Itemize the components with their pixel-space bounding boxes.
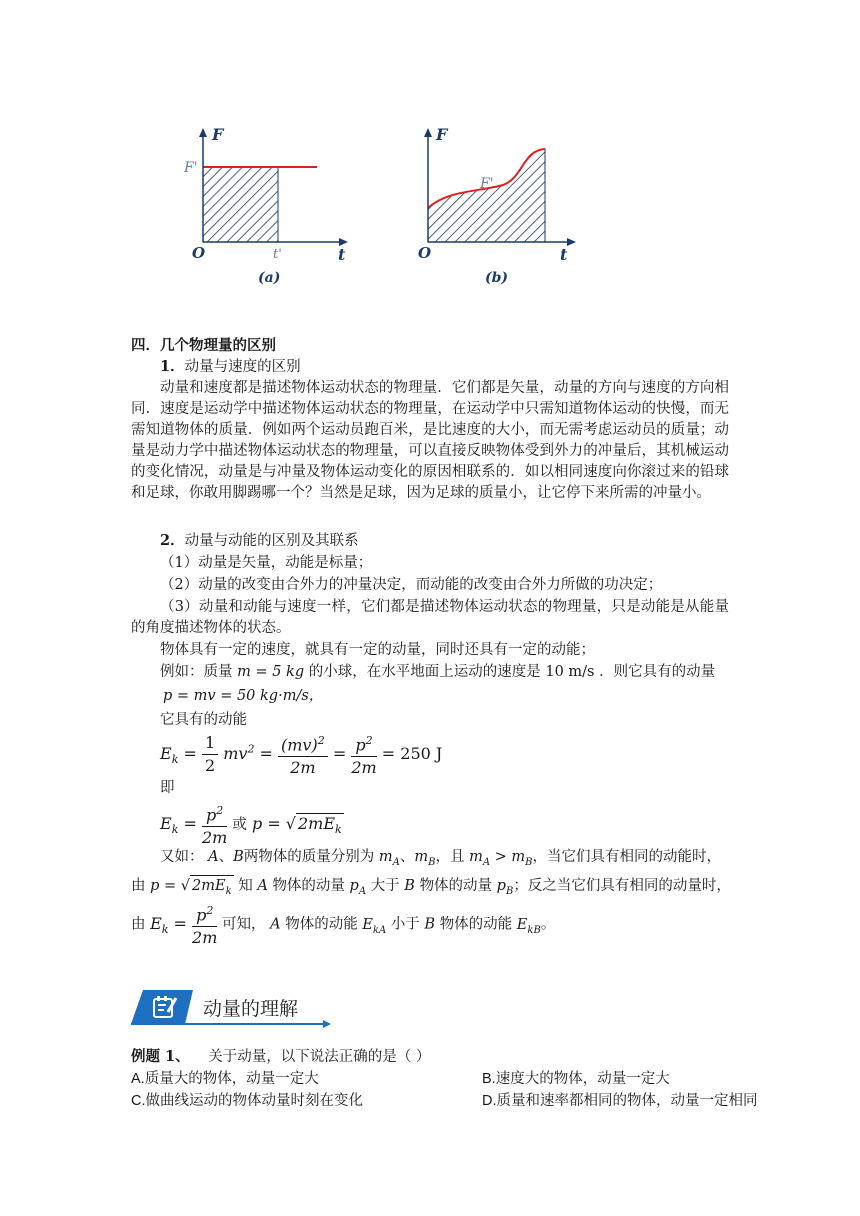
time-label: t' bbox=[273, 247, 282, 262]
item-1: （1）动量是矢量，动能是标量； bbox=[160, 555, 373, 571]
ke-result: = 250 J bbox=[381, 744, 443, 764]
question-text: 关于动量，以下说法正确的是（ ） bbox=[208, 1049, 431, 1065]
example-line bbox=[160, 662, 715, 682]
question-stem bbox=[131, 1047, 430, 1067]
mass-expression: m = 5 kg bbox=[237, 664, 305, 680]
ke-momentum-relation: $E_k$ = $\frac{p^2}{2m}$ 或 p = √ $2mE_k$ bbox=[160, 800, 344, 849]
figure-b bbox=[408, 120, 588, 290]
speed-value: 10 m/s bbox=[545, 664, 595, 680]
sub1-title: 动量与速度的区别 bbox=[184, 359, 301, 375]
momentum-expression: p = mv = 50 kg·m/s， bbox=[163, 688, 324, 704]
sub2-number: 2． bbox=[160, 532, 185, 549]
example-mid: 的小球，在水平地面上运动的速度是 bbox=[308, 664, 541, 680]
impulse-area bbox=[203, 167, 278, 242]
option-c[interactable]: C.做曲线运动的物体动量时刻在变化 bbox=[131, 1093, 363, 1109]
another-line-3: 由 $E_k$ = $\frac{p^2}{2m}$ 可知， A 物体的动能 $E_{kA}$ 小于 B 物体的动能 $E_{kB}$。 bbox=[131, 900, 555, 949]
example-prefix: 例如：质量 bbox=[160, 664, 233, 680]
sub1-heading bbox=[160, 357, 301, 377]
option-a[interactable]: A.质量大的物体，动量一定大 bbox=[131, 1071, 319, 1087]
curve-label: F' bbox=[480, 176, 494, 192]
huo-label: 或 bbox=[232, 817, 247, 834]
item-3: （3）动量和动能与速度一样，它们都是描述物体运动状态的物理量，只是动能是从能量的角度描述物体的状态。 bbox=[131, 599, 729, 636]
figure-a bbox=[180, 120, 360, 290]
sub2-heading bbox=[160, 531, 359, 551]
option-b[interactable]: B.速度大的物体，动量一定大 bbox=[482, 1071, 670, 1087]
topic-banner bbox=[131, 988, 331, 1028]
caption-a: (a) bbox=[258, 270, 281, 286]
option-d[interactable]: D.质量和速率都相同的物体，动量一定相同 bbox=[482, 1093, 758, 1109]
another-line-1: 又如： A、B两物体的质量分别为 $m_A$、$m_B$，且 $m_A > m_B$，当它们具有相同的动能时， bbox=[160, 849, 722, 868]
impulse-area bbox=[428, 149, 545, 242]
edit-note-icon bbox=[151, 994, 179, 1020]
x-axis-label: t bbox=[338, 245, 346, 264]
x-axis-label: t bbox=[560, 245, 568, 264]
section-heading: 四．几个物理量的区别 bbox=[131, 337, 276, 354]
item-2: （2）动量的改变由合外力的冲量决定，而动能的改变由合外力所做的功决定； bbox=[160, 577, 663, 593]
force-level-label: F' bbox=[184, 160, 198, 176]
line-velocity-momentum: 物体具有一定的速度，就具有一定的动量，同时还具有一定的动能； bbox=[160, 642, 595, 658]
origin-label: O bbox=[192, 244, 206, 262]
y-axis-label: F bbox=[212, 125, 224, 144]
caption-b: (b) bbox=[485, 270, 509, 286]
example-suffix: ．则它具有的动量 bbox=[599, 664, 716, 680]
ji-label: 即 bbox=[160, 780, 175, 796]
sub2-title: 动量与动能的区别及其联系 bbox=[184, 533, 359, 549]
origin-label: O bbox=[418, 244, 432, 262]
sub1-number: 1． bbox=[160, 358, 185, 375]
y-axis-label: F bbox=[436, 125, 448, 144]
ke-intro: 它具有的动能 bbox=[160, 712, 247, 728]
banner-title: 动量的理解 bbox=[203, 998, 299, 1020]
question-label: 例题 1、 bbox=[131, 1048, 190, 1065]
another-line-2: 由 p = √ $2mE_k$ 知 A 物体的动量 $p_A$ 大于 B 物体的动量 $p_B$；反之当它们具有相同的动量时， bbox=[131, 875, 731, 902]
paragraph-momentum-velocity: 动量和速度都是描述物体运动状态的物理量．它们都是矢量，动量的方向与速度的方向相同．速度是运动学中描述物体运动状态的物理量，在运动学中只需知道物体运动的快慢，而无需知道物体的质量．例如两个运动员跑百米，是比速度的大小，而无需考虑运动员的质量；动量是动力学中描述物体运动状态的物理量，可以直接反映物体受到外力的冲量后，其机械运动的变化情况，动量是与冲量及物体运动变化的原因相联系的．如以相同速度向你滚过来的铅球和足球，你敢用脚踢哪一个？当然是足球，因为足球的质量小，让它停下来所需的冲量小。 bbox=[131, 380, 729, 501]
ke-formula: $E_k$ = $\frac{1}{2}$ $mv^2$ = $\frac{(mv)^2}{2m}$ = $\frac{p^2}{2m}$ = 250 J bbox=[160, 730, 442, 779]
